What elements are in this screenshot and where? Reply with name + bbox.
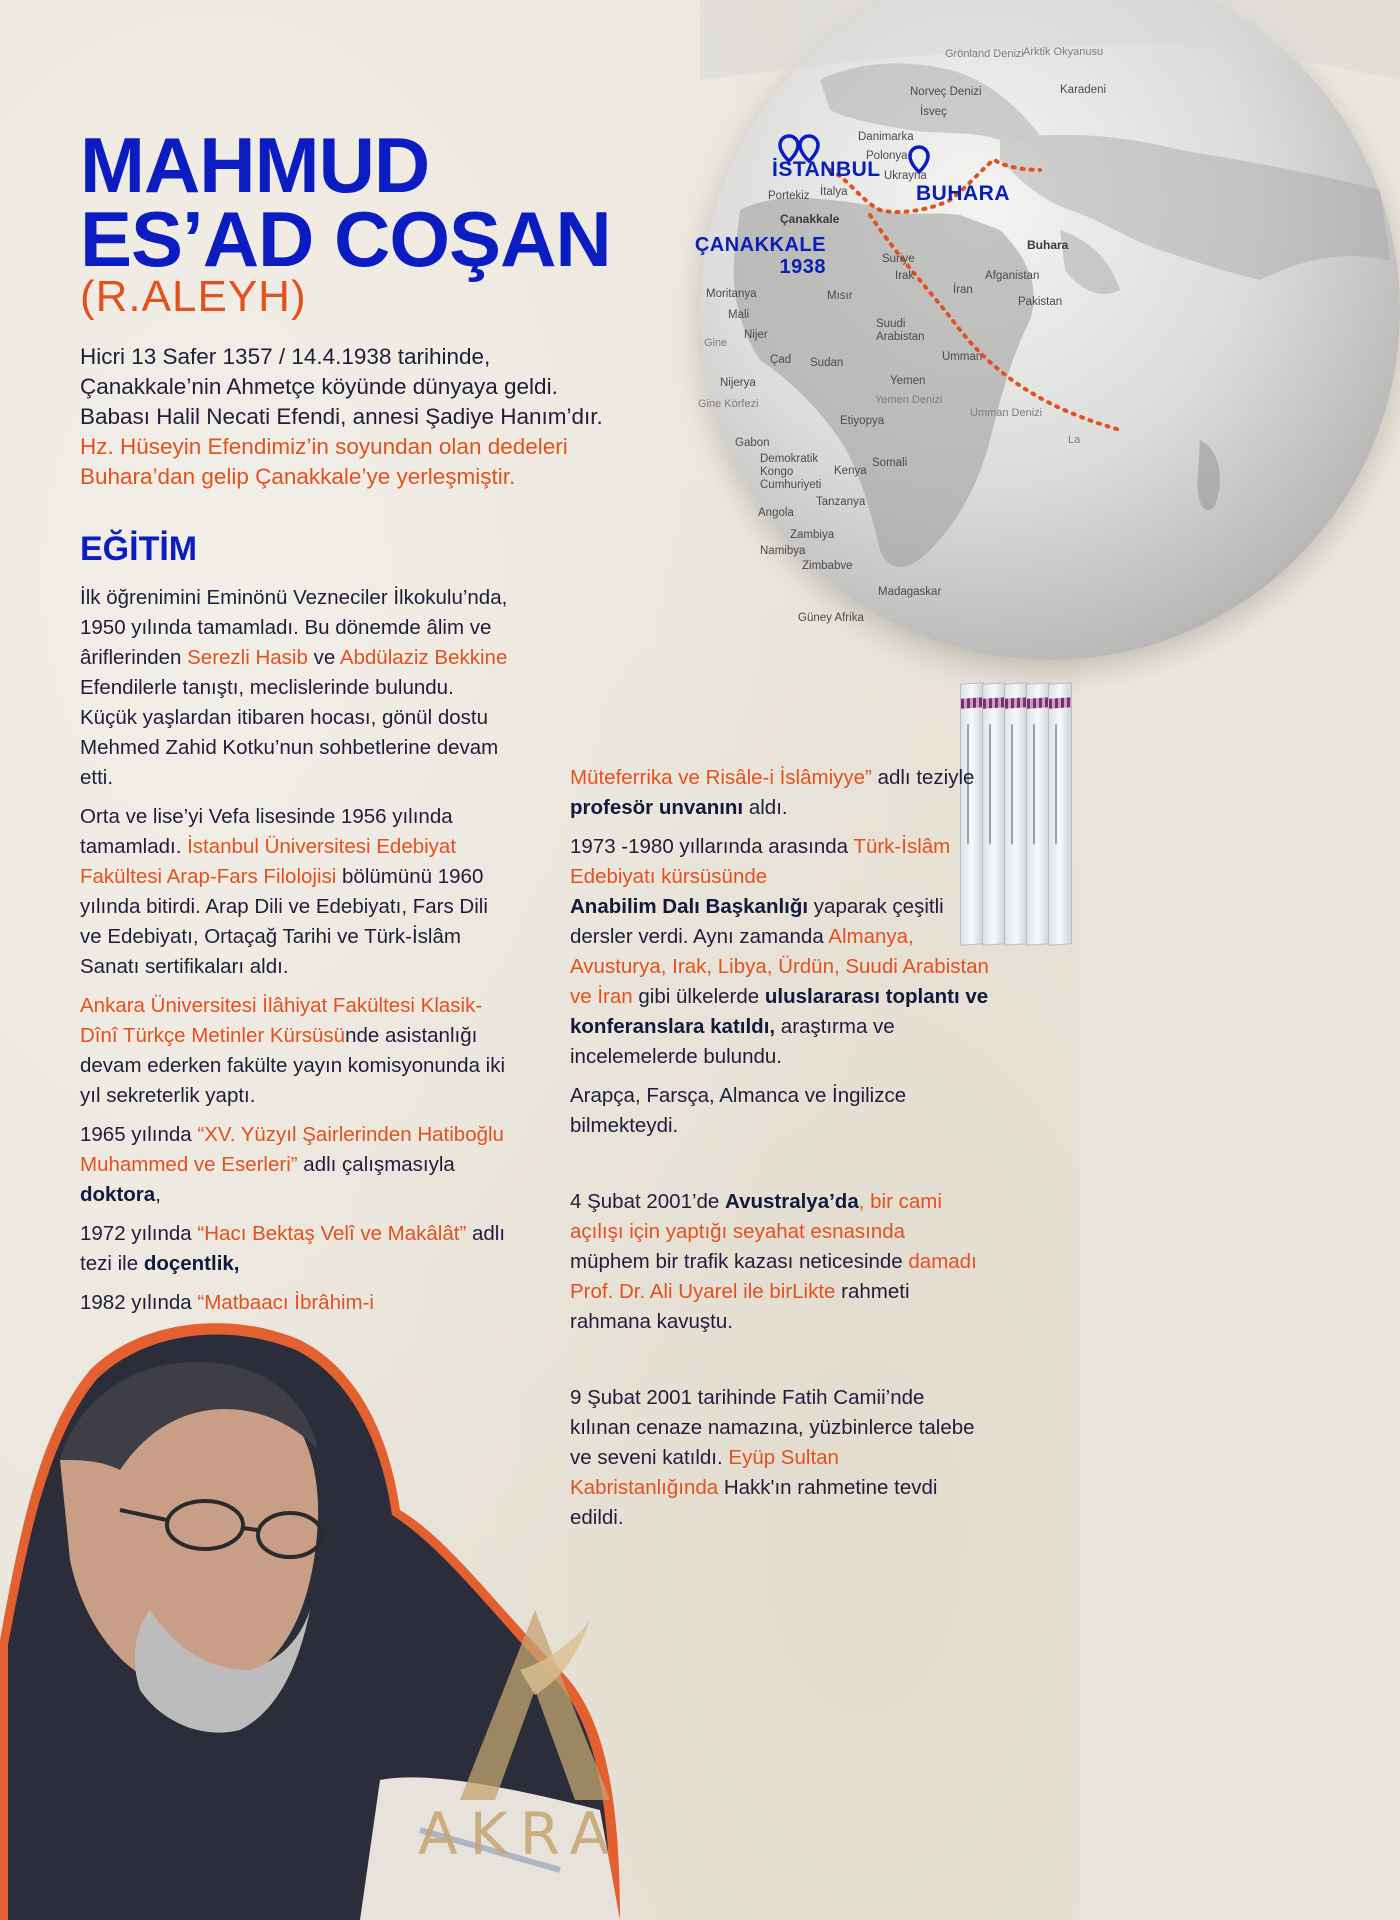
highlight-text: damadı Prof. Dr. Ali Uyarel ile birLikte bbox=[570, 1250, 977, 1303]
highlight-text: Abdülaziz Bekkine bbox=[339, 646, 508, 669]
highlight-text: “Hacı Bektaş Velî ve Makâlât” bbox=[197, 1222, 467, 1245]
map-label: Sudan bbox=[810, 357, 844, 369]
highlight-text: Türk-İslâm Edebiyatı kürsüsünde bbox=[570, 835, 951, 888]
map-label: Norveç Denizi bbox=[910, 86, 982, 98]
city-label-istanbul: İSTANBUL bbox=[772, 158, 881, 181]
paragraph bbox=[570, 1081, 990, 1141]
map-label: Moritanya bbox=[706, 288, 757, 300]
text: yaparak çeşitli dersler verdi. Aynı zamanda bbox=[570, 895, 944, 948]
map-label: Ukrayna bbox=[884, 170, 927, 182]
map-label: Demokratik Kongo Cumhuriyeti bbox=[760, 453, 822, 491]
text: 1973 -1980 yıllarında arasında bbox=[570, 835, 854, 858]
text: araştırma ve incelemelerde bulundu. bbox=[570, 1015, 895, 1068]
map-label: Kenya bbox=[834, 465, 867, 477]
bold-text: Avustralya’da bbox=[725, 1190, 859, 1213]
text: 1972 yılında bbox=[80, 1222, 198, 1245]
map-label: Zambiya bbox=[790, 529, 835, 541]
world-map bbox=[640, 0, 1400, 680]
section-heading-egitim: EĞİTİM bbox=[80, 530, 198, 568]
highlight-text: Serezli Hasib bbox=[187, 646, 308, 669]
intro-line: Hicri 13 Safer 1357 / 14.4.1938 tarihinde, bbox=[80, 344, 491, 369]
map-label: Suriye bbox=[882, 253, 915, 265]
title-line: ES’AD COŞAN bbox=[80, 195, 611, 283]
city-label-canakkale bbox=[690, 234, 826, 278]
title-line: MAHMUD bbox=[80, 121, 430, 209]
map-label: Tanzanya bbox=[816, 496, 866, 508]
map-label: Grönland Denizi bbox=[945, 48, 1024, 60]
text: nde asistanlığı devam ederken fakülte yayın komisyonunda iki yıl sekreterlik yaptı. bbox=[80, 1024, 506, 1107]
highlight-text: Müteferrika ve Risâle-i İslâmiyye” bbox=[570, 766, 872, 789]
map-label: Afganistan bbox=[985, 270, 1040, 282]
pin-buhara-icon bbox=[910, 147, 928, 172]
highlight-text: “XV. Yüzyıl Şairlerinden Hatiboğlu Muhammed ve Eserleri” bbox=[80, 1123, 504, 1176]
map-label: Irak bbox=[895, 270, 915, 282]
intro-line-highlight: Hz. Hüseyin Efendimiz’in soyundan olan dedeleri bbox=[80, 434, 568, 459]
text: adlı tezi ile bbox=[80, 1222, 506, 1275]
text: adlı teziyle bbox=[871, 766, 975, 789]
map-label: Suudi Arabistan bbox=[876, 318, 925, 343]
map-label: Portekiz bbox=[768, 190, 810, 202]
paragraph bbox=[570, 1187, 990, 1337]
text: İlk öğrenimini Eminönü Vezneciler İlkokulu’nda, 1950 yılında tamamladı. Bu dönemde âlim ve âriflerinden bbox=[80, 586, 508, 669]
city-name: ÇANAKKALE bbox=[694, 234, 826, 256]
paragraph bbox=[570, 763, 990, 823]
map-label: Karadeni bbox=[1060, 84, 1107, 96]
page-title bbox=[80, 121, 611, 283]
map-label: Zimbabve bbox=[802, 560, 853, 572]
text: müphem bir trafik kazası neticesinde bbox=[570, 1250, 909, 1273]
paragraph bbox=[570, 1383, 990, 1533]
page-subtitle: (R.ALEYH) bbox=[80, 272, 307, 321]
intro-paragraph bbox=[80, 342, 680, 492]
map-label: Pakistan bbox=[1018, 296, 1063, 308]
text: bölümünü 1960 yılında bitirdi. Arap Dili ve Edebiyatı, Fars Dili ve Edebiyatı, Ortaçağ Tarihi ve Türk-İslâm Sanatı sertifikaları aldı. bbox=[80, 865, 488, 978]
paragraph bbox=[80, 802, 510, 982]
text: aldı. bbox=[743, 796, 788, 819]
intro-line: Babası Halil Necati Efendi, annesi Şadiye Hanım’dır. bbox=[80, 404, 603, 429]
paragraph bbox=[570, 832, 990, 1072]
map-label: Buhara bbox=[1027, 238, 1069, 252]
text: 1982 yılında bbox=[80, 1291, 198, 1314]
text: 4 Şubat 2001’de bbox=[570, 1190, 726, 1213]
map-label: Danimarka bbox=[858, 131, 914, 143]
text: Hakk'ın rahmetine tevdi edildi. bbox=[570, 1476, 938, 1529]
highlight-text: “Matbaacı İbrâhim-i bbox=[197, 1291, 374, 1314]
bold-text: Anabilim Dalı Başkanlığı bbox=[570, 895, 809, 918]
map-label: Umman bbox=[942, 351, 983, 363]
map-label: İtalya bbox=[820, 186, 848, 198]
map-label: Umman Denizi bbox=[970, 407, 1043, 419]
map-label: Çad bbox=[770, 354, 792, 366]
text: ve bbox=[307, 646, 340, 669]
map-label: Çanakkale bbox=[780, 212, 840, 226]
highlight-text: İstanbul Üniversitesi Edebiyat Fakültesi Arap-Fars Filolojisi bbox=[80, 835, 457, 888]
text: , bbox=[155, 1183, 161, 1206]
map-label: İran bbox=[953, 284, 973, 296]
map-label: Etiyopya bbox=[840, 415, 885, 427]
paragraph bbox=[80, 1120, 510, 1210]
map-label: Polonya bbox=[866, 150, 908, 162]
highlight-text: , bir cami açılışı için yaptığı seyahat esnasında bbox=[570, 1190, 942, 1243]
akra-logo-text: AKRA bbox=[418, 1800, 622, 1868]
text: Orta ve lise’yi Vefa lisesinde 1956 yılında tamamladı. bbox=[80, 805, 453, 858]
map-label: Madagaskar bbox=[878, 586, 942, 598]
text: 9 Şubat 2001 tarihinde Fatih Camii’nde kılınan cenaze namazına, yüzbinlerce talebe ve seveni katıldı. bbox=[570, 1386, 975, 1469]
map-label: Somali bbox=[872, 457, 908, 469]
map-label: La bbox=[1068, 434, 1081, 446]
map-label: Mali bbox=[728, 309, 750, 321]
map-label: Gabon bbox=[735, 437, 770, 449]
education-column-left bbox=[80, 583, 510, 1327]
text: 1965 yılında bbox=[80, 1123, 198, 1146]
map-label: Yemen bbox=[890, 375, 926, 387]
highlight-text: Eyüp Sultan Kabristanlığında bbox=[570, 1446, 839, 1499]
map-label: Angola bbox=[758, 507, 794, 519]
city-year: 1938 bbox=[779, 256, 826, 278]
map-label: Namibya bbox=[760, 545, 806, 557]
paragraph bbox=[80, 1219, 510, 1279]
text: gibi ülkelerde bbox=[632, 985, 765, 1008]
highlight-text: Ankara Üniversitesi İlâhiyat Fakültesi Klasik-Dînî Türkçe Metinler Kürsüsü bbox=[80, 994, 483, 1047]
paragraph bbox=[80, 583, 510, 793]
map-label: Nijer bbox=[744, 329, 768, 341]
text: Efendilerle tanıştı, meclislerinde bulundu. Küçük yaşlardan itibaren hocası, gönül dostu Mehmed Zahid Kotku’nun sohbetlerine devam etti. bbox=[80, 676, 499, 789]
bold-text: profesör unvanını bbox=[570, 796, 744, 819]
bold-text: uluslararası toplantı ve konferanslara katıldı, bbox=[570, 985, 989, 1038]
paragraph bbox=[80, 991, 510, 1111]
map-label: Yemen Denizi bbox=[875, 394, 943, 406]
map-label: İsveç bbox=[920, 106, 947, 118]
text: Arapça, Farsça, Almanca ve İngilizce bilmekteydi. bbox=[570, 1084, 907, 1137]
education-column-right bbox=[570, 763, 990, 1542]
map-label: Gine bbox=[704, 337, 728, 349]
city-label-buhara: BUHARA bbox=[916, 182, 1010, 205]
intro-line-highlight: Buhara’dan gelip Çanakkale’ye yerleşmiştir. bbox=[80, 464, 516, 489]
highlight-text: Almanya, Avusturya, Irak, Libya, Ürdün, Suudi Arabistan ve İran bbox=[570, 925, 989, 1008]
map-label: Gine Körfezi bbox=[698, 398, 759, 410]
intro-line: Çanakkale’nin Ahmetçe köyünde dünyaya geldi. bbox=[80, 374, 558, 399]
map-label: Mısır bbox=[827, 290, 853, 302]
map-label: Nijerya bbox=[720, 377, 756, 389]
bold-text: doktora bbox=[80, 1183, 156, 1206]
map-label: Arktik Okyanusu bbox=[1023, 46, 1104, 58]
text: adlı çalışmasıyla bbox=[297, 1153, 455, 1176]
bold-text: doçentlik, bbox=[143, 1252, 240, 1275]
text: rahmeti rahmana kavuştu. bbox=[570, 1280, 910, 1333]
map-label: Güney Afrika bbox=[798, 612, 864, 624]
